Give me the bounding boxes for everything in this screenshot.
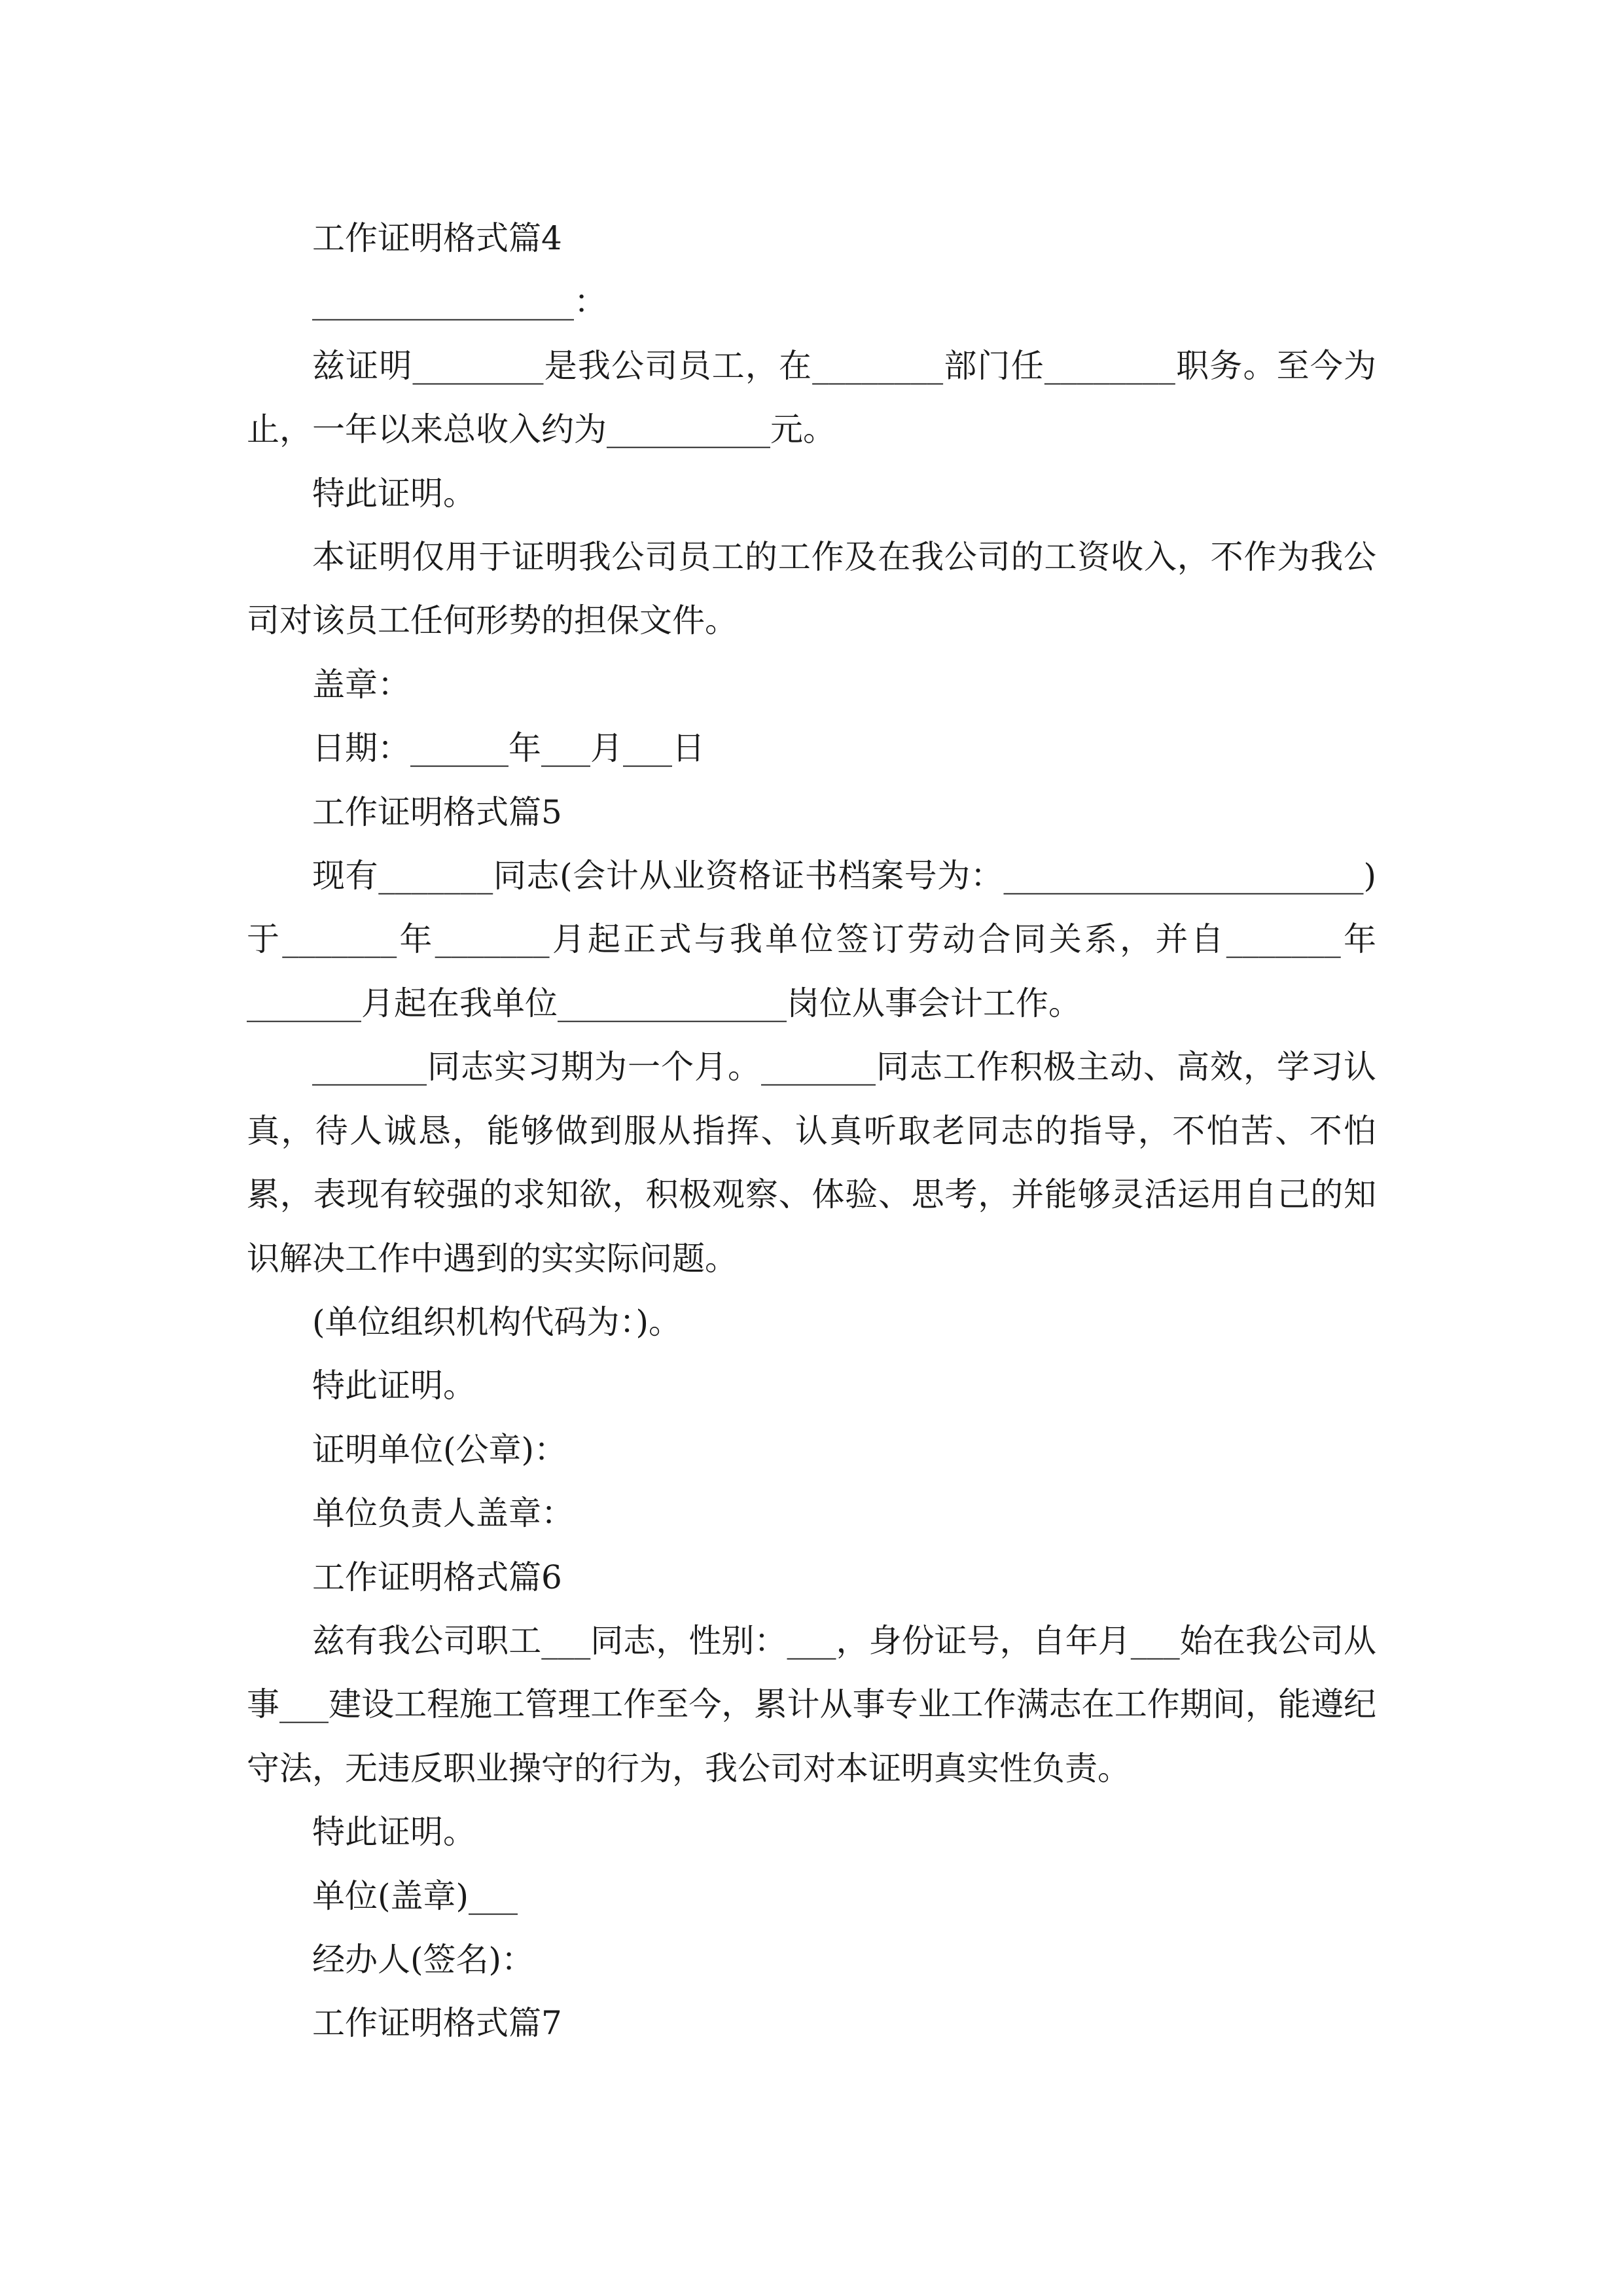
org-code-line: (单位组织机构代码为：)。: [312, 1302, 682, 1341]
section-heading-6: 工作证明格式篇6: [312, 1558, 562, 1596]
unit-head-seal-line: 单位负责人盖章：: [312, 1494, 574, 1533]
section-heading-4: 工作证明格式篇4: [312, 219, 562, 257]
closing-statement: 特此证明。: [312, 1367, 476, 1405]
employment-paragraph: 现有_______同志(会计从业资格证书档案号为：______________________)于_______年_______月起正式与我单位签订劳动合同关系，并自_______年_______月起在我单位______________岗位从事会计工作。: [247, 857, 1376, 1022]
employee-certification-paragraph: 兹有我公司职工___同志，性别：___，身份证号，自年月___始在我公司从事___建设工程施工管理工作至今，累计从事专业工作满志在工作期间，能遵纪守法，无违反职业操守的行为，我公司对本证明真实性负责。: [247, 1621, 1376, 1787]
certifying-unit-line: 证明单位(公章)：: [312, 1430, 567, 1469]
section-heading-7: 工作证明格式篇7: [312, 2004, 562, 2043]
handler-signature-line: 经办人(签名)：: [312, 1940, 535, 1979]
performance-paragraph: _______同志实习期为一个月。_______同志工作积极主动、高效，学习认真，待人诚恳，能够做到服从指挥、认真听取老同志的指导，不怕苦、不怕累，表现有较强的求知欲，积极观察、体验、思考，并能够灵活运用自己的知识解决工作中遇到的实实际问题。: [247, 1048, 1376, 1278]
section-heading-5: 工作证明格式篇5: [312, 793, 562, 831]
certification-paragraph: 兹证明________是我公司员工，在________部门任________职务。至今为止，一年以来总收入约为__________元。: [247, 346, 1376, 449]
seal-line: 盖章：: [312, 665, 410, 704]
closing-statement: 特此证明。: [312, 474, 476, 512]
date-line: 日期：______年___月___日: [312, 729, 705, 768]
disclaimer-paragraph: 本证明仅用于证明我公司员工的工作及在我公司的工资收入，不作为我公司对该员工任何形势的担保文件。: [247, 538, 1376, 640]
unit-seal-line: 单位(盖章)___: [312, 1876, 518, 1915]
document-body: [247, 207, 1376, 2056]
closing-statement: 特此证明。: [312, 1813, 476, 1852]
recipient-line: ________________：: [312, 283, 607, 321]
